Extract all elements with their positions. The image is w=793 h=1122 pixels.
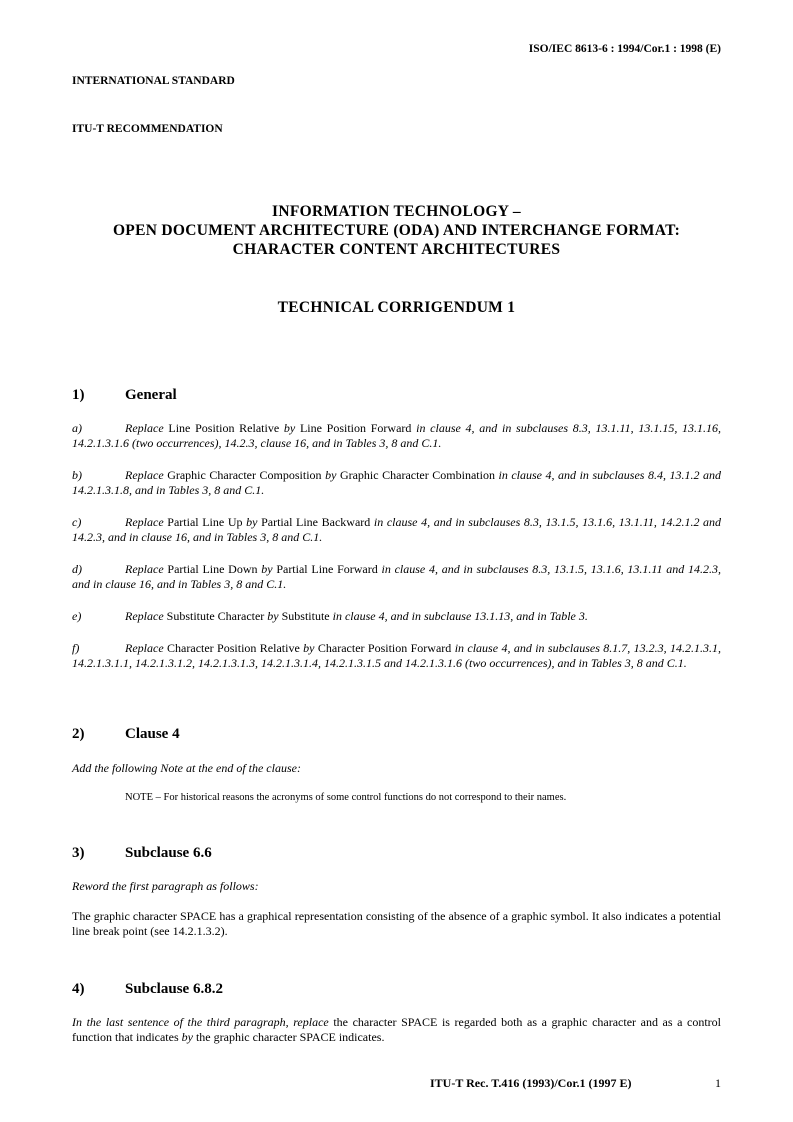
item-label: f) bbox=[72, 641, 80, 655]
list-item: e) Replace Substitute Character by Substitute in clause 4, and in subclause 13.1.13, and in Table 3. bbox=[72, 609, 588, 623]
item-label: c) bbox=[72, 515, 82, 529]
section-heading-1 bbox=[72, 387, 721, 404]
header-line-2: ITU-T RECOMMENDATION bbox=[72, 123, 223, 135]
item-label: e) bbox=[72, 609, 82, 623]
section-title: Subclause 6.6 bbox=[125, 845, 212, 861]
section-number: 1) bbox=[72, 387, 85, 403]
footer-reference: ITU-T Rec. T.416 (1993)/Cor.1 (1997 E) bbox=[430, 1076, 632, 1090]
section-title: Subclause 6.8.2 bbox=[125, 981, 223, 997]
section-number: 3) bbox=[72, 845, 85, 861]
item-label: a) bbox=[72, 421, 82, 435]
section-title: Clause 4 bbox=[125, 726, 180, 742]
list-item: c) Replace Partial Line Up by Partial Line Backward in clause 4, and in subclauses 8.3, 13.1.5, 13.1.6, 13.1.11, 14.2.1.2 and 14.2.3, and in clause 16, and in Tables 3, 8 and C.1. bbox=[72, 515, 722, 544]
header-line-1: INTERNATIONAL STANDARD bbox=[72, 75, 235, 87]
list-item: a) Replace Line Position Relative by Line Position Forward in clause 4, and in subclauses 8.3, 13.1.11, 13.1.15, 13.1.16, 14.2.1.3.1.6 (two occurrences), 14.2.3, clause 16, and in Tables 3, 8 and C.1. bbox=[72, 421, 722, 450]
title-line-2: OPEN DOCUMENT ARCHITECTURE (ODA) AND INTERCHANGE FORMAT: bbox=[112, 222, 681, 239]
section-title: General bbox=[125, 387, 177, 403]
instruction-text: Add the following Note at the end of the clause: bbox=[72, 761, 301, 775]
list-item: f) Replace Character Position Relative by Character Position Forward in clause 4, and in subclauses 8.1.7, 13.2.3, 14.2.1.3.1, 14.2.1.3.1.1, 14.2.1.3.1.2, 14.2.1.3.1.3, 14.2.1.3.1.4, 14.2.1.3.1.5 and 14.2.1.3.1.6 (two occurrences), and in Tables 3, 8 and C.1. bbox=[72, 641, 722, 670]
section-heading-4 bbox=[72, 981, 721, 998]
note-text: NOTE – For historical reasons the acronyms of some control functions do not correspond to their names. bbox=[125, 792, 567, 803]
title-line-3: CHARACTER CONTENT ARCHITECTURES bbox=[232, 241, 561, 258]
list-item: b) Replace Graphic Character Composition by Graphic Character Combination in clause 4, and in subclauses 8.4, 13.1.2 and 14.2.1.3.1.8, and in Tables 3, 8 and C.1. bbox=[72, 468, 722, 497]
section-heading-2 bbox=[72, 726, 721, 743]
instruction-text: Reword the first paragraph as follows: bbox=[72, 879, 259, 893]
section-number: 2) bbox=[72, 726, 85, 742]
item-label: b) bbox=[72, 468, 82, 482]
section-number: 4) bbox=[72, 981, 85, 997]
replacement-paragraph: The graphic character SPACE has a graphical representation consisting of the absence of a graphic symbol. It also indicates a potential line break point (see 14.2.1.3.2). bbox=[72, 909, 721, 938]
item-label: d) bbox=[72, 562, 82, 576]
list-item: d) Replace Partial Line Down by Partial Line Forward in clause 4, and in subclauses 8.3, 13.1.5, 13.1.6, 13.1.11 and 14.2.3, and in clause 16, and in Tables 3, 8 and C.1. bbox=[72, 562, 721, 591]
amendment-paragraph: In the last sentence of the third paragraph, replace the character SPACE is regarded both as a graphic character and as a control function that indicates by the graphic character SPACE indicates. bbox=[72, 1015, 722, 1044]
section-heading-3 bbox=[72, 845, 721, 862]
document-subtitle: TECHNICAL CORRIGENDUM 1 bbox=[277, 299, 516, 316]
page-number: 1 bbox=[715, 1076, 721, 1090]
title-line-1: INFORMATION TECHNOLOGY – bbox=[272, 203, 521, 220]
document-id: ISO/IEC 8613-6 : 1994/Cor.1 : 1998 (E) bbox=[528, 43, 721, 55]
